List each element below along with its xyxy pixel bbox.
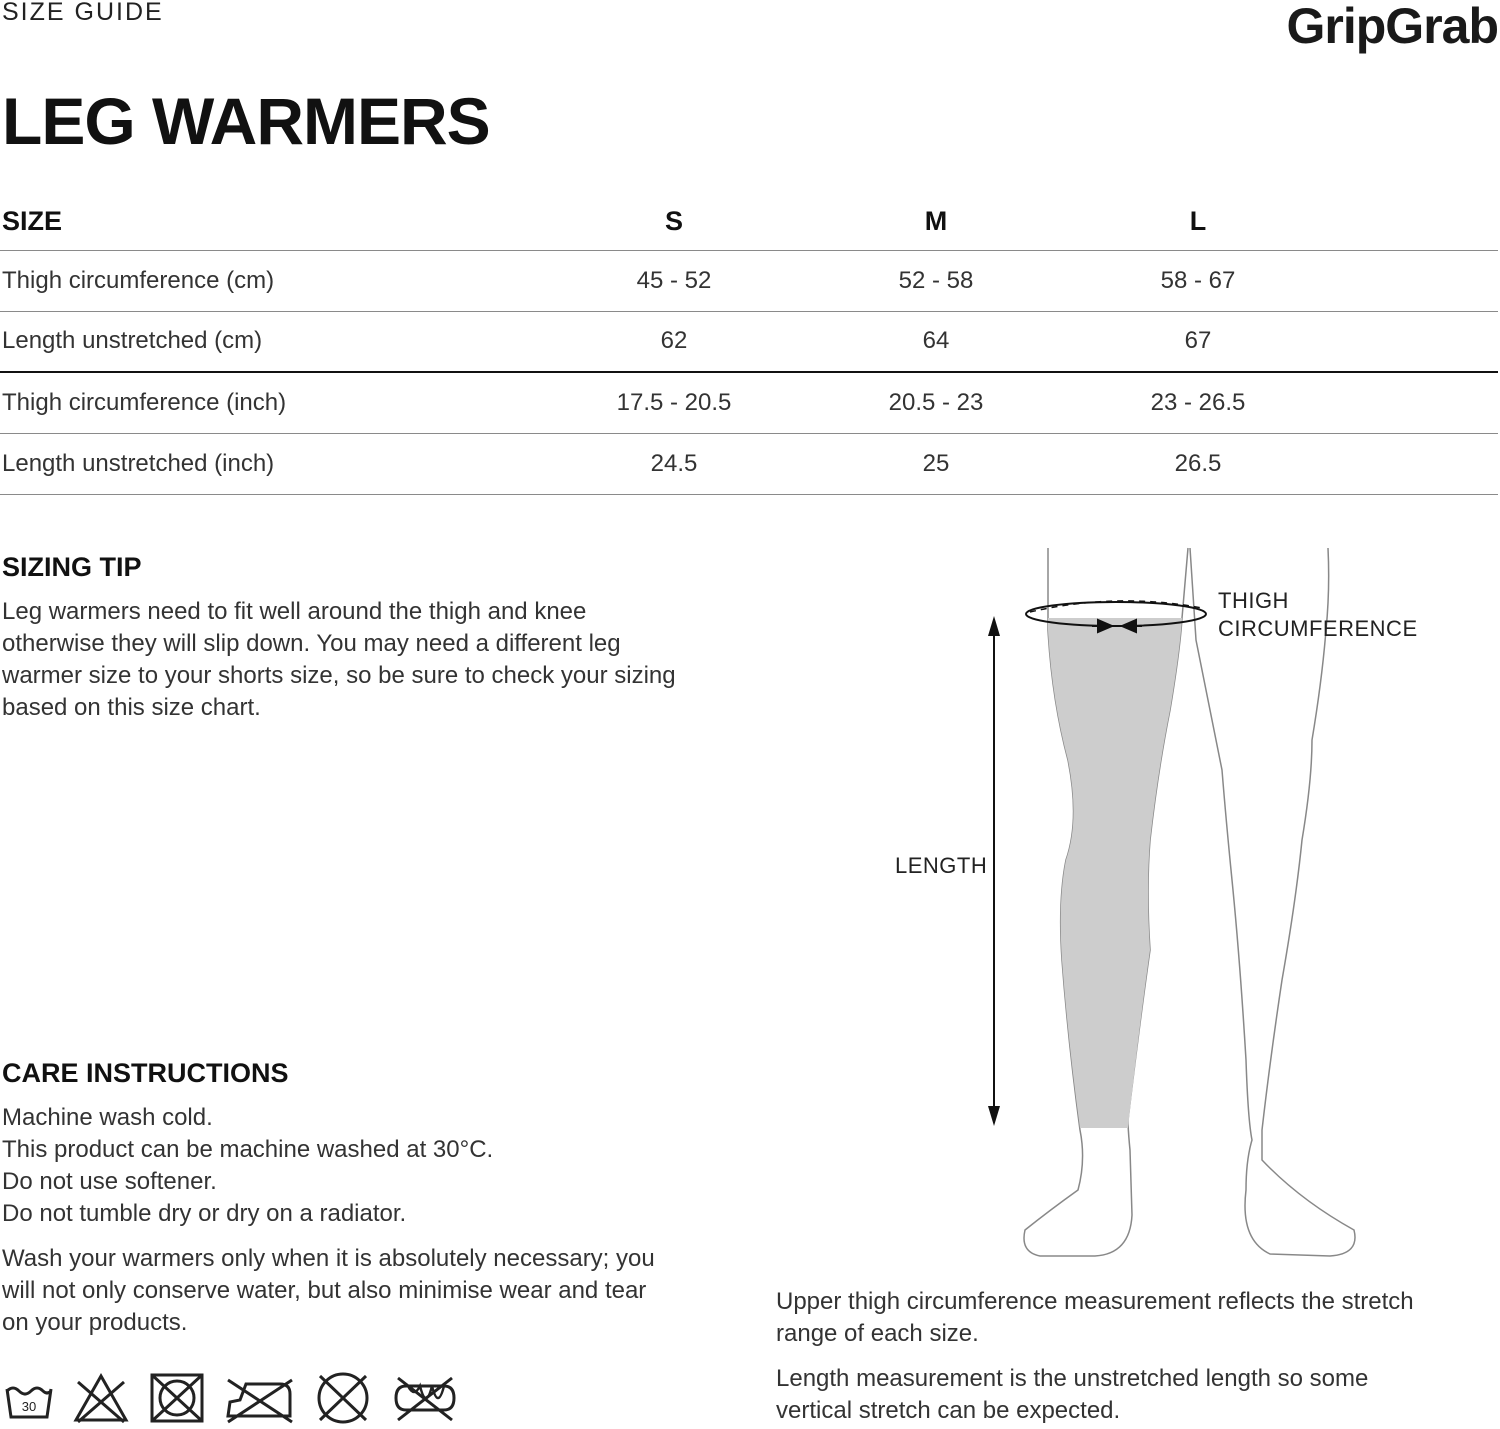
no-iron-icon <box>224 1372 296 1424</box>
cell-spacer <box>1329 250 1498 311</box>
care-instructions-list <box>2 1102 493 1230</box>
cell-m: 64 <box>805 311 1067 372</box>
size-guide-label: SIZE GUIDE <box>2 0 164 26</box>
row-label: Thigh circumference (inch) <box>0 372 543 433</box>
size-table <box>0 194 1498 495</box>
cell-l: 23 - 26.5 <box>1067 372 1329 433</box>
right-leg-outline <box>1190 548 1355 1256</box>
note-line: Length measurement is the unstretched length so some <box>776 1365 1369 1392</box>
table-row <box>0 250 1498 311</box>
cell-m: 20.5 - 23 <box>805 372 1067 433</box>
row-label: Length unstretched (cm) <box>0 311 543 372</box>
page-title: LEG WARMERS <box>2 84 490 158</box>
care-line: Do not tumble dry or dry on a radiator. <box>2 1200 407 1227</box>
sizing-tip-line: otherwise they will slip down. You may need a different leg <box>2 630 621 657</box>
cell-l: 67 <box>1067 311 1329 372</box>
care-note-line: will not only conserve water, but also minimise wear and tear <box>2 1277 647 1304</box>
care-line: This product can be machine washed at 30°C. <box>2 1136 494 1163</box>
cell-spacer <box>1329 433 1498 494</box>
cell-m: 52 - 58 <box>805 250 1067 311</box>
sizing-tip-title: SIZING TIP <box>2 552 142 582</box>
size-m-header: M <box>805 194 1067 250</box>
care-line: Machine wash cold. <box>2 1104 213 1131</box>
thigh-circumference-label <box>1218 587 1418 643</box>
thigh-label-line: CIRCUMFERENCE <box>1218 616 1418 641</box>
care-note <box>2 1243 732 1339</box>
size-table-header <box>0 194 1498 250</box>
thigh-measurement-note <box>776 1286 1496 1350</box>
care-symbols <box>4 1370 460 1426</box>
sizing-tip-text <box>2 596 732 724</box>
cell-s: 45 - 52 <box>543 250 805 311</box>
table-row <box>0 311 1498 372</box>
thigh-label-line: THIGH <box>1218 588 1289 613</box>
cell-l: 58 - 67 <box>1067 250 1329 311</box>
brand-logo: GripGrab <box>1286 0 1498 54</box>
sizing-tip-line: based on this size chart. <box>2 694 261 721</box>
no-bleach-icon <box>72 1372 130 1424</box>
no-wring-icon <box>390 1372 460 1424</box>
size-s-header: S <box>543 194 805 250</box>
leg-warmer-fill <box>1048 618 1182 1128</box>
length-label: LENGTH <box>895 853 988 878</box>
no-tumble-dry-icon <box>148 1371 206 1425</box>
care-note-line: Wash your warmers only when it is absolutely necessary; you <box>2 1245 655 1272</box>
wash-temp-text: 30 <box>21 1399 37 1414</box>
table-row <box>0 433 1498 494</box>
cell-l: 26.5 <box>1067 433 1329 494</box>
row-label: Length unstretched (inch) <box>0 433 543 494</box>
cell-spacer <box>1329 372 1498 433</box>
note-line: Upper thigh circumference measurement reflects the stretch <box>776 1288 1414 1315</box>
care-instructions-title: CARE INSTRUCTIONS <box>2 1058 289 1088</box>
length-measurement-note <box>776 1363 1496 1427</box>
size-l-header: L <box>1067 194 1329 250</box>
care-line: Do not use softener. <box>2 1168 217 1195</box>
no-dry-clean-icon <box>314 1370 372 1426</box>
cell-s: 62 <box>543 311 805 372</box>
note-line: vertical stretch can be expected. <box>776 1397 1121 1424</box>
cell-m: 25 <box>805 433 1067 494</box>
length-arrow-top-icon <box>988 616 1000 636</box>
table-row <box>0 372 1498 433</box>
wash-30-icon <box>4 1375 54 1421</box>
sizing-tip-line: warmer size to your shorts size, so be sure to check your sizing <box>2 662 676 689</box>
leg-diagram <box>880 540 1400 1270</box>
cell-s: 24.5 <box>543 433 805 494</box>
size-table-spacer <box>1329 194 1498 250</box>
sizing-tip-line: Leg warmers need to fit well around the thigh and knee <box>2 598 587 625</box>
care-note-line: on your products. <box>2 1309 188 1336</box>
length-arrow-bottom-icon <box>988 1106 1000 1126</box>
cell-s: 17.5 - 20.5 <box>543 372 805 433</box>
cell-spacer <box>1329 311 1498 372</box>
note-line: range of each size. <box>776 1320 979 1347</box>
row-label: Thigh circumference (cm) <box>0 250 543 311</box>
size-column-header: SIZE <box>0 194 543 250</box>
